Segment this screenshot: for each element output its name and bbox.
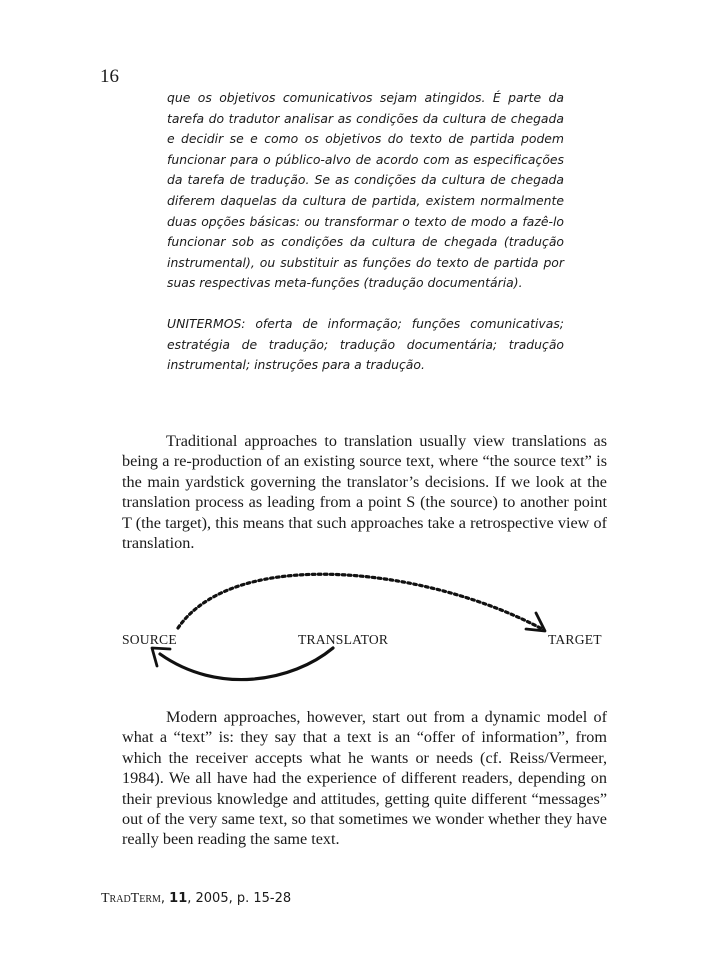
dotted-arc-source-to-target	[178, 574, 544, 630]
footer-separator: ,	[160, 891, 170, 906]
footer-volume: 11	[169, 891, 188, 906]
abstract-keywords: UNITERMOS: oferta de informação; funções comunicativas; estratégia de tradução; tradução documentária; tradução instrumental; instruções para a tradução.	[167, 315, 564, 373]
diagram-label-translator: TRANSLATOR	[298, 632, 389, 647]
body-paragraph-1: Traditional approaches to translation usually view translations as being a re-production of an existing source text, where “the source text” is the main yardstick governing the translator’s decisions. If we look at the translation process as leading from a point S (the source) to another point T (the target), this means that such approaches take a retrospective view of translation.	[122, 432, 607, 553]
solid-arc-translator-to-source	[160, 648, 333, 680]
translation-direction-diagram	[0, 560, 706, 700]
footer-journal-name: TradTerm	[101, 891, 161, 906]
page-footer	[101, 891, 291, 907]
body-paragraph-1-block	[122, 431, 607, 553]
body-paragraph-2-block	[122, 707, 607, 850]
page-number: 16	[100, 66, 119, 87]
abstract-paragraph: que os objetivos comunicativos sejam atingidos. É parte da tarefa do tradutor analisar as condições da cultura de chegada e decidir se e como os objetivos do texto de partida podem funcionar para o público-alvo de acordo com as especificações da tarefa de tradução. Se as condições da cultura de chegada diferem daquelas da cultura de partida, existem normalmente duas opções básicas: ou transformar o texto de modo a fazê-lo funcionar sob as condições da cultura de chegada (tradução instrumental), ou substituir as funções do texto de partida por suas respectivas meta-funções (tradução documentária).	[167, 90, 564, 291]
diagram-label-target: TARGET	[548, 632, 602, 647]
abstract-block	[167, 88, 564, 376]
diagram-label-source: SOURCE	[122, 632, 177, 647]
footer-details: , 2005, p. 15-28	[187, 891, 292, 906]
diagram-arrows	[0, 560, 706, 700]
body-paragraph-2: Modern approaches, however, start out from a dynamic model of what a “text” is: they say that a text is an “offer of information”, from which the receiver accepts what he wants or needs (cf. Reiss/Vermeer, 1984). We all have had the experience of different readers, depending on their previous knowledge and attitudes, getting quite different “messages” out of the very same text, so that sometimes we wonder whether they have really been reading the same text.	[122, 708, 607, 849]
